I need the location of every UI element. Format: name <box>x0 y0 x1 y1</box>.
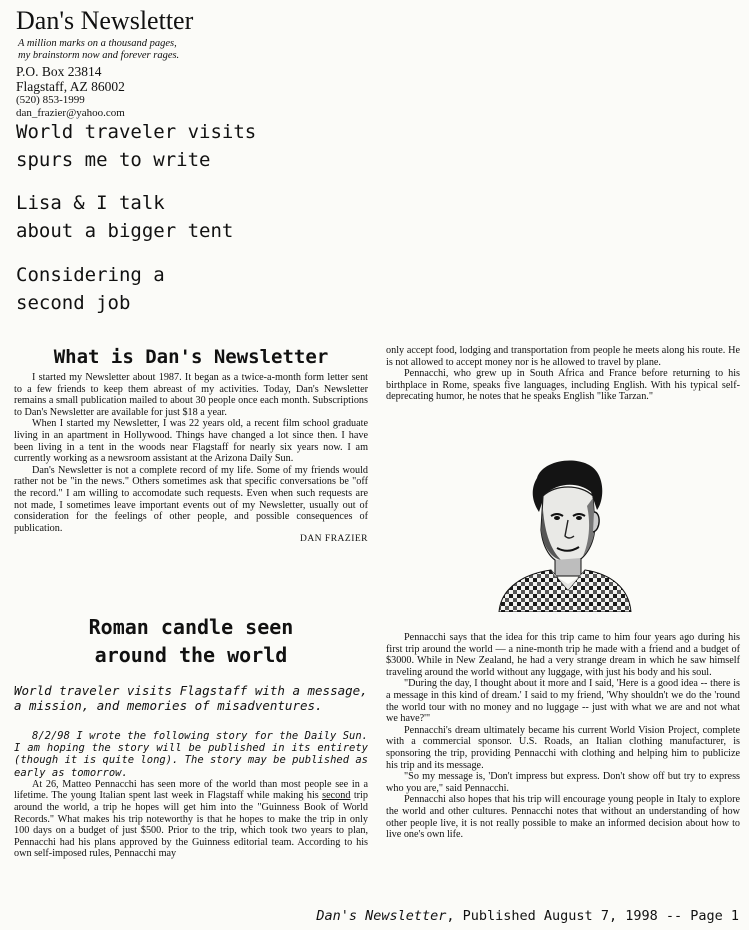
heading-line-1: Roman candle seen <box>88 615 294 639</box>
masthead-address <box>16 64 125 120</box>
what-paragraph-3: Dan's Newsletter is not a complete record of my life. Some of my friends would rather not be "in the news." Others sometimes ask that specific conversations be "off the record." I am willing to accomodate such requests. Even when such requests are not made, I sometimes leave important events out of my Newsletter, usually out of consideration for the feelings of other people, and possible consequences of publication. <box>14 464 368 534</box>
footer-newsletter-name: Dan's Newsletter <box>316 908 447 924</box>
address-line-2: Flagstaff, AZ 86002 <box>16 79 125 94</box>
teaser-line: World traveler visits <box>16 121 257 143</box>
roman-paragraph-1 <box>14 779 368 860</box>
what-is-body <box>14 372 368 546</box>
masthead-tagline <box>18 38 179 62</box>
email-address: dan_frazier@yahoo.com <box>16 107 125 119</box>
right-paragraph-3: Pennacchi says that the idea for this trip came to him four years ago during his first trip around the world — a nine-month trip he made with a friend and a budget of $3000. While in New Zealand, he had a very strange dream in which he saw himself traveling around the world without any luggage, with just his body and his soul. <box>386 632 740 678</box>
right-paragraph-7: Pennacchi also hopes that his trip will encourage young people in Italy to explore the world and other cultures. Pennacchi notes that without an understanding of how other people live, it is not really possible to make an informed decision about how to live one's own life. <box>386 794 740 841</box>
article-subhead: World traveler visits Flagstaff with a message, a mission, and memories of misadventures. <box>14 683 368 713</box>
teaser-line: Lisa & I talk <box>16 192 165 214</box>
teaser-line: about a bigger tent <box>16 220 234 242</box>
heading-line-2: around the world <box>94 643 288 667</box>
pennacchi-photo <box>493 450 635 612</box>
teaser-line: Considering a <box>16 264 165 286</box>
phone-number: (520) 853-1999 <box>16 94 85 106</box>
right-paragraph-5: Pennacchi's dream ultimately became his current World Vision Project, complete with a commercial sponsor. U.S. Roads, an Italian clothing manufacturer, is sponsoring the trip, providing Pennacchi with clothing and helping him to publicize his trip and its message. <box>386 724 740 771</box>
right-column-top <box>386 345 740 403</box>
roman-candle-heading <box>14 613 368 669</box>
right-paragraph-1: only accept food, lodging and transportation from people he meets along his route. He is not allowed to accept money nor is he allowed to travel by plane. <box>386 345 740 368</box>
teaser-1 <box>16 118 256 174</box>
editor-note: 8/2/98 I wrote the following story for the Daily Sun. I am hoping the story will be published in its entirety (though it is quite long). The story may be published as early as tomorrow. <box>14 730 369 779</box>
right-column-bottom <box>386 632 740 841</box>
author-signature: DAN FRAZIER <box>299 534 368 545</box>
text-run: At 26, Matteo Pennacchi has seen more of the world than most people see in a lifetime. The young Italian spent last week in Flagstaff while making his <box>14 778 368 802</box>
right-paragraph-2: Pennacchi, who grew up in South Africa and France before returning to his birthplace in Rome, speaks five languages, including English. With his typical self-deprecating humor, he notes that he speaks English "like Tarzan." <box>386 368 740 403</box>
page-footer <box>316 908 739 924</box>
right-paragraph-6: "So my message is, 'Don't impress but express. Don't show off but try to express who you are," said Pennacchi. <box>386 771 740 794</box>
what-paragraph-2: When I started my Newsletter, I was 22 years old, a recent film school graduate living in an apartment in Hollywood. Things have changed a lot since then. I have been living in a tent in the woods near Flagstaff for nearly six years now. I am currently working as a newsroom assistant at the Arizona Daily Sun. <box>14 418 368 465</box>
teaser-2 <box>16 189 233 245</box>
roman-body <box>14 730 368 860</box>
what-paragraph-1: I started my Newsletter about 1987. It began as a twice-a-month form letter sent to a few friends to keep them abreast of my activities. Today, Dan's Newsletter remains a small publication mailed to about 30 people once each month. Subscriptions to Dan's Newsletter are available for just $18 a year. <box>14 372 368 418</box>
tagline-line-1: A million marks on a thousand pages, <box>18 38 177 49</box>
what-is-heading: What is Dan's Newsletter <box>53 346 329 368</box>
text-run: trip around the world, a trip he hopes will get him into the "Guinness Book of World Records." What makes his trip noteworthy is that he hopes to make the trip in only 100 days on a budget of just $500. Prior to the trip, which took two years to plan, Pennacchi had his plans approved by the Guinness editorial team. According to his own self-imposed rules, Pennacchi may <box>14 790 368 860</box>
address-line-1: P.O. Box 23814 <box>16 64 102 79</box>
newsletter-title: Dan's Newsletter <box>16 6 194 35</box>
footer-publication-info: , Published August 7, 1998 -- Page 1 <box>446 908 739 924</box>
right-paragraph-4: "During the day, I thought about it more and I said, 'Here is a good idea -- there is a message in this kind of dream.' I said to my friend, 'Why shouldn't we do the 'round the world tour with no money and no luggage -- just with what we are and not what we have?'" <box>386 678 740 725</box>
teaser-line: second job <box>16 292 131 314</box>
tagline-line-2: my brainstorm now and forever rages. <box>18 50 180 61</box>
teaser-line: spurs me to write <box>16 149 211 171</box>
underlined-word: second <box>322 790 351 802</box>
teaser-3 <box>16 261 165 317</box>
